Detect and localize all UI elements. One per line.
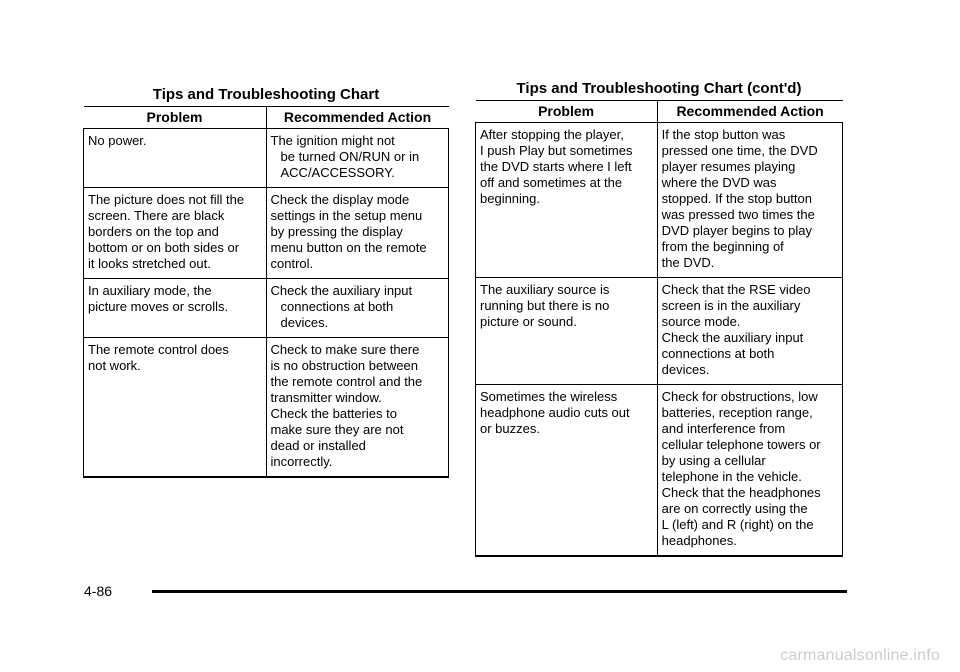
- cell-line: Check that the headphones: [661, 485, 821, 500]
- action-cell: [657, 385, 842, 557]
- cell-line: devices.: [661, 362, 710, 377]
- problem-cell: [84, 279, 267, 338]
- cell-line: screen is in the auxiliary: [661, 298, 801, 313]
- column-header-action: Recommended Action: [266, 107, 449, 129]
- problem-cell: [84, 188, 267, 279]
- cell-line: are on correctly using the: [661, 501, 808, 516]
- cell-line: where the DVD was: [661, 175, 777, 190]
- action-cell: [657, 278, 842, 385]
- cell-line: Check for obstructions, low: [661, 389, 818, 404]
- cell-line: telephone in the vehicle.: [661, 469, 802, 484]
- cell-line: be turned ON/RUN or in: [280, 149, 420, 164]
- problem-cell: [84, 338, 267, 478]
- left-chart: [83, 86, 449, 478]
- cell-line: off and sometimes at the: [480, 175, 623, 190]
- column-header-action: Recommended Action: [657, 101, 842, 123]
- cell-line: pressed one time, the DVD: [661, 143, 818, 158]
- cell-line: devices.: [280, 315, 329, 330]
- cell-line: the DVD.: [661, 255, 715, 270]
- cell-line: the DVD starts where I left: [480, 159, 632, 174]
- cell-line: L (left) and R (right) on the: [661, 517, 814, 532]
- cell-line: source mode.: [661, 314, 741, 329]
- cell-line: connections at both: [280, 299, 394, 314]
- cell-line: borders on the top and: [88, 224, 219, 239]
- cell-line: is no obstruction between: [270, 358, 418, 373]
- table-body: [84, 129, 449, 478]
- chart-title: Tips and Troubleshooting Chart: [152, 86, 380, 103]
- cell-line: it looks stretched out.: [88, 256, 211, 271]
- cell-line: The ignition might not: [270, 133, 395, 148]
- cell-line: If the stop button was: [661, 127, 786, 142]
- cell-line: batteries, reception range,: [661, 405, 813, 420]
- cell-line: make sure they are not: [270, 422, 404, 437]
- cell-line: menu button on the remote: [270, 240, 427, 255]
- table-row: [84, 129, 449, 188]
- cell-line: bottom or on both sides or: [88, 240, 240, 255]
- cell-line: Check to make sure there: [270, 342, 420, 357]
- cell-line: I push Play but sometimes: [480, 143, 633, 158]
- action-cell: [266, 279, 449, 338]
- cell-line: The auxiliary source is: [480, 282, 610, 297]
- cell-line: not work.: [88, 358, 141, 373]
- table-row: [84, 338, 449, 478]
- cell-line: from the beginning of: [661, 239, 784, 254]
- page-number: 4-86: [84, 583, 113, 599]
- troubleshooting-table-contd: [475, 100, 843, 557]
- troubleshooting-table: [83, 106, 449, 478]
- cell-line: transmitter window.: [270, 390, 382, 405]
- cell-line: cellular telephone towers or: [661, 437, 821, 452]
- table-row: [476, 123, 843, 278]
- cell-line: After stopping the player,: [480, 127, 624, 142]
- cell-line: control.: [270, 256, 314, 271]
- problem-cell: [476, 123, 658, 278]
- cell-line: stopped. If the stop button: [661, 191, 812, 206]
- cell-line: running but there is no: [480, 298, 610, 313]
- cell-line: headphones.: [661, 533, 737, 548]
- cell-line: ACC/ACCESSORY.: [280, 165, 395, 180]
- cell-line: or buzzes.: [480, 421, 540, 436]
- table-body: [476, 123, 843, 557]
- watermark: carmanualsonline.info: [780, 647, 940, 664]
- cell-line: settings in the setup menu: [270, 208, 423, 223]
- cell-line: screen. There are black: [88, 208, 225, 223]
- table-row: [476, 385, 843, 557]
- cell-line: The remote control does: [88, 342, 229, 357]
- cell-line: Check the auxiliary input: [270, 283, 413, 298]
- action-cell: [266, 338, 449, 478]
- cell-line: and interference from: [661, 421, 786, 436]
- cell-line: Check the auxiliary input: [661, 330, 804, 345]
- cell-line: picture or sound.: [480, 314, 577, 329]
- column-header-problem: Problem: [476, 101, 658, 123]
- right-chart: [475, 80, 843, 557]
- cell-line: by pressing the display: [270, 224, 403, 239]
- cell-line: dead or installed: [270, 438, 366, 453]
- cell-line: The picture does not fill the: [88, 192, 245, 207]
- cell-line: incorrectly.: [270, 454, 333, 469]
- problem-cell: [476, 278, 658, 385]
- chart-title-contd: Tips and Troubleshooting Chart (cont'd): [516, 80, 802, 97]
- action-cell: [266, 129, 449, 188]
- action-cell: [657, 123, 842, 278]
- cell-line: Check the batteries to: [270, 406, 397, 421]
- cell-line: connections at both: [661, 346, 775, 361]
- table-row: [84, 279, 449, 338]
- cell-line: No power.: [88, 133, 147, 148]
- column-header-problem: Problem: [84, 107, 267, 129]
- cell-line: beginning.: [480, 191, 540, 206]
- footer-rule: [152, 590, 847, 593]
- cell-line: Check the display mode: [270, 192, 410, 207]
- cell-line: Sometimes the wireless: [480, 389, 618, 404]
- problem-cell: [84, 129, 267, 188]
- cell-line: the remote control and the: [270, 374, 423, 389]
- table-row: [84, 188, 449, 279]
- action-cell: [266, 188, 449, 279]
- cell-line: player resumes playing: [661, 159, 796, 174]
- cell-line: headphone audio cuts out: [480, 405, 630, 420]
- cell-line: Check that the RSE video: [661, 282, 811, 297]
- cell-line: was pressed two times the: [661, 207, 815, 222]
- cell-line: by using a cellular: [661, 453, 766, 468]
- cell-line: picture moves or scrolls.: [88, 299, 229, 314]
- table-row: [476, 278, 843, 385]
- problem-cell: [476, 385, 658, 557]
- cell-line: In auxiliary mode, the: [88, 283, 212, 298]
- cell-line: DVD player begins to play: [661, 223, 812, 238]
